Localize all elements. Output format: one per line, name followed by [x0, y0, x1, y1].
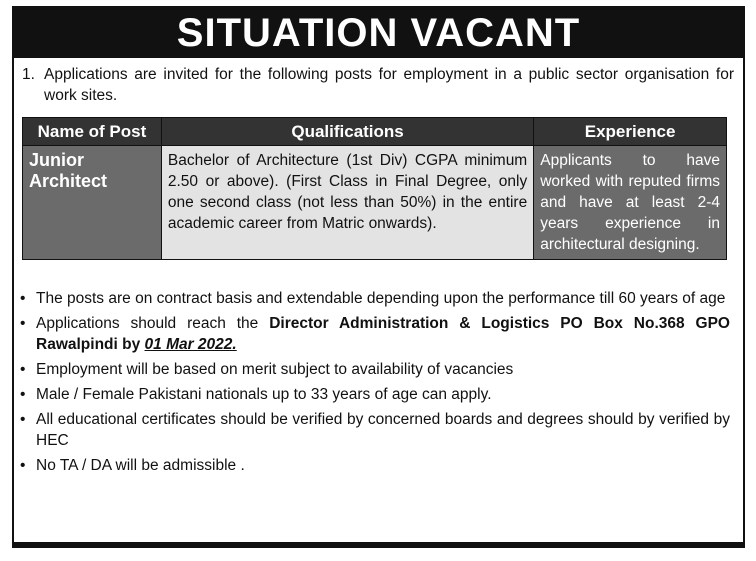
list-item — [18, 288, 730, 309]
intro-text: Applications are invited for the following posts for employment in a public sector organisation for work sites. — [44, 66, 734, 104]
condition-apply-prefix: Applications should reach the — [36, 315, 270, 332]
intro-paragraph — [22, 64, 734, 106]
list-item — [18, 409, 730, 451]
post-name-cell: Junior Architect — [23, 146, 162, 260]
posts-table — [22, 117, 727, 260]
condition-age: Male / Female Pakistani nationals up to 33 years of age can apply. — [36, 386, 492, 403]
table-row — [23, 146, 727, 260]
header-name-of-post: Name of Post — [23, 118, 162, 146]
bullet-icon: • — [20, 290, 26, 307]
bullet-icon: • — [20, 457, 26, 474]
list-item — [18, 384, 730, 405]
header-experience: Experience — [534, 118, 727, 146]
condition-deadline-date: 01 Mar 2022. — [144, 336, 237, 353]
list-item — [18, 359, 730, 380]
bullet-icon: • — [20, 315, 26, 332]
intro-number: 1. — [22, 66, 35, 83]
list-item — [18, 313, 730, 355]
condition-ta-da: No TA / DA will be admissible . — [36, 457, 245, 474]
condition-contract: The posts are on contract basis and extendable depending upon the performance till 60 years of age — [36, 290, 726, 307]
bottom-rule — [14, 542, 743, 548]
bullet-icon: • — [20, 411, 26, 428]
condition-certificates: All educational certificates should be verified by concerned boards and degrees should by verified by HEC — [36, 411, 730, 449]
bullet-icon: • — [20, 386, 26, 403]
experience-cell: Applicants to have worked with reputed firms and have at least 2-4 years experience in architectural designing. — [534, 146, 727, 260]
condition-merit: Employment will be based on merit subject to availability of vacancies — [36, 361, 514, 378]
qualifications-cell: Bachelor of Architecture (1st Div) CGPA minimum 2.50 or above). (First Class in Final Degree, only one second class (not less than 50%) in the entire academic career from Matric onwards). — [161, 146, 533, 260]
table-header-row — [23, 118, 727, 146]
condition-apply-address: Director Administration & Logistics PO Box No.368 GPO Rawalpindi by — [36, 315, 730, 353]
conditions-list — [18, 288, 730, 480]
list-item — [18, 455, 730, 476]
header-qualifications: Qualifications — [161, 118, 533, 146]
bullet-icon: • — [20, 361, 26, 378]
situation-vacant-banner: SITUATION VACANT — [14, 8, 743, 58]
